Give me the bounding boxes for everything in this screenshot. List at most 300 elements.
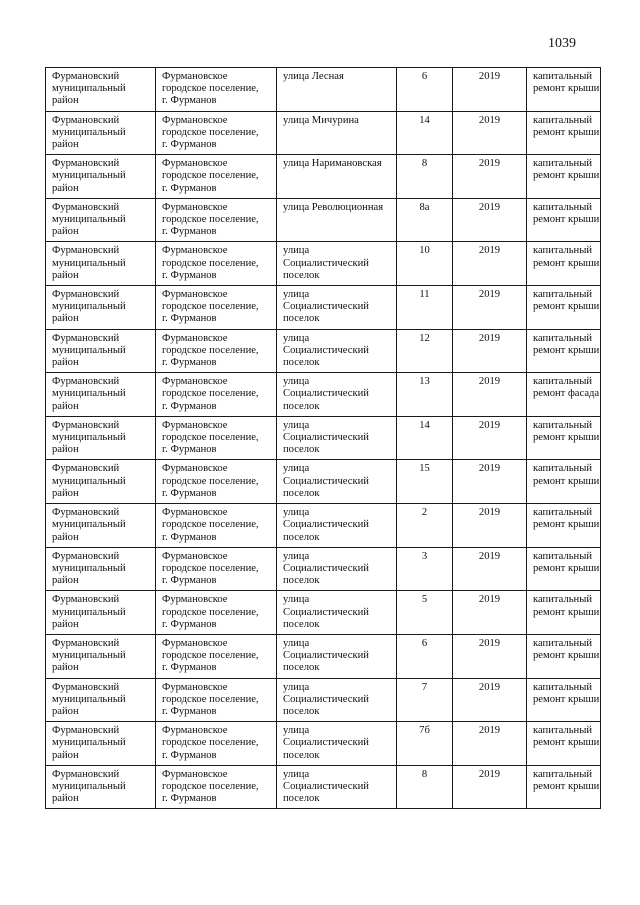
district-cell-line: Фурмановский <box>52 201 120 213</box>
street-cell-line: улица Лесная <box>283 71 344 82</box>
table-row <box>46 722 601 766</box>
district-cell <box>46 373 156 417</box>
settlement-cell-line: г. Фурманов <box>162 313 217 325</box>
street-cell <box>277 504 397 548</box>
work-type-cell <box>527 111 601 155</box>
year-cell: 2019 <box>453 373 527 417</box>
settlement-cell-line: городское поселение, <box>162 83 259 95</box>
settlement-cell-line: городское поселение, <box>162 257 259 269</box>
district-cell-line: район <box>52 269 79 281</box>
district-cell <box>46 591 156 635</box>
district-cell-line: район <box>52 182 79 194</box>
street-cell <box>277 329 397 373</box>
street-cell-line: Социалистический <box>283 388 369 400</box>
street-cell <box>277 678 397 722</box>
street-cell-line: поселок <box>283 269 320 281</box>
settlement-cell <box>156 591 277 635</box>
street-cell-line: улица <box>283 637 310 649</box>
settlement-cell <box>156 198 277 242</box>
street-cell <box>277 416 397 460</box>
settlement-cell-line: городское поселение, <box>162 519 259 531</box>
settlement-cell-line: Фурмановское <box>162 725 228 737</box>
work-type-cell <box>527 722 601 766</box>
district-cell-line: муниципальный <box>52 693 126 705</box>
settlement-cell <box>156 155 277 199</box>
settlement-cell-line: городское поселение, <box>162 214 259 226</box>
year-cell: 2019 <box>453 460 527 504</box>
table-row <box>46 591 601 635</box>
work-type-cell-line: капитальный <box>533 332 593 344</box>
street-cell-line: поселок <box>283 618 320 630</box>
settlement-cell-line: Фурмановское <box>162 376 228 388</box>
settlement-cell-line: г. Фурманов <box>162 139 217 151</box>
settlement-cell <box>156 242 277 286</box>
district-cell-line: муниципальный <box>52 432 126 444</box>
house-number-cell: 2 <box>397 504 453 548</box>
work-type-cell <box>527 460 601 504</box>
settlement-cell-line: Фурмановское <box>162 419 228 431</box>
street-cell-line: улица <box>283 376 310 388</box>
street-cell <box>277 722 397 766</box>
district-cell-line: район <box>52 313 79 325</box>
district-cell-line: район <box>52 95 79 107</box>
work-type-cell-line: ремонт крыши <box>533 126 600 138</box>
work-type-cell-line: капитальный <box>533 637 593 649</box>
work-type-cell <box>527 591 601 635</box>
settlement-cell-line: Фурмановское <box>162 681 228 693</box>
district-cell-line: район <box>52 662 79 674</box>
year-cell: 2019 <box>453 198 527 242</box>
work-type-cell <box>527 198 601 242</box>
street-cell-line: улица Мичурина <box>283 114 359 126</box>
settlement-cell-line: городское поселение, <box>162 301 259 313</box>
table-row <box>46 634 601 678</box>
district-cell-line: район <box>52 749 79 761</box>
street-cell-line: улица Наримановская <box>283 158 382 170</box>
table-row <box>46 242 601 286</box>
district-cell <box>46 155 156 199</box>
district-cell-line: муниципальный <box>52 126 126 138</box>
house-number-cell: 14 <box>397 111 453 155</box>
settlement-cell-line: Фурмановское <box>162 201 228 213</box>
street-cell-line: Социалистический <box>283 432 369 444</box>
year-cell: 2019 <box>453 765 527 809</box>
work-type-cell-line: капитальный <box>533 419 593 431</box>
house-number-cell: 8 <box>397 155 453 199</box>
settlement-cell-line: городское поселение, <box>162 344 259 356</box>
settlement-cell <box>156 329 277 373</box>
street-cell-line: улица <box>283 289 310 301</box>
settlement-cell-line: городское поселение, <box>162 170 259 182</box>
settlement-cell-line: Фурмановское <box>162 594 228 606</box>
street-cell-line: Социалистический <box>283 693 369 705</box>
work-type-cell-line: ремонт крыши <box>533 606 600 618</box>
district-cell <box>46 68 156 112</box>
district-cell <box>46 504 156 548</box>
year-cell: 2019 <box>453 111 527 155</box>
district-cell-line: муниципальный <box>52 388 126 400</box>
street-cell <box>277 634 397 678</box>
house-number-cell: 6 <box>397 68 453 112</box>
district-cell-line: район <box>52 531 79 543</box>
settlement-cell-line: Фурмановское <box>162 550 228 562</box>
street-cell <box>277 765 397 809</box>
work-type-cell <box>527 504 601 548</box>
district-cell-line: район <box>52 793 79 805</box>
district-cell-line: район <box>52 400 79 412</box>
settlement-cell-line: Фурмановское <box>162 245 228 257</box>
settlement-cell <box>156 416 277 460</box>
work-type-cell-line: капитальный <box>533 289 593 301</box>
settlement-cell <box>156 722 277 766</box>
street-cell-line: поселок <box>283 313 320 325</box>
work-type-cell <box>527 242 601 286</box>
work-type-cell-line: ремонт крыши <box>533 257 600 269</box>
district-cell-line: Фурмановский <box>52 768 120 780</box>
settlement-cell-line: Фурмановское <box>162 332 228 344</box>
settlement-cell-line: городское поселение, <box>162 737 259 749</box>
settlement-cell-line: городское поселение, <box>162 606 259 618</box>
settlement-cell-line: Фурмановское <box>162 71 228 82</box>
street-cell-line: улица <box>283 725 310 737</box>
district-cell-line: район <box>52 444 79 456</box>
house-number-cell: 14 <box>397 416 453 460</box>
settlement-cell-line: г. Фурманов <box>162 444 217 456</box>
settlement-cell-line: городское поселение, <box>162 693 259 705</box>
table-row <box>46 155 601 199</box>
year-cell: 2019 <box>453 329 527 373</box>
work-type-cell-line: ремонт крыши <box>533 519 600 531</box>
settlement-cell-line: Фурмановское <box>162 463 228 475</box>
page-number: 1039 <box>548 36 576 51</box>
district-cell-line: район <box>52 575 79 587</box>
work-type-cell-line: ремонт крыши <box>533 737 600 749</box>
street-cell-line: Социалистический <box>283 737 369 749</box>
settlement-cell-line: г. Фурманов <box>162 618 217 630</box>
work-type-cell-line: капитальный <box>533 71 593 82</box>
district-cell-line: район <box>52 618 79 630</box>
settlement-cell-line: г. Фурманов <box>162 487 217 499</box>
district-cell-line: муниципальный <box>52 344 126 356</box>
work-type-cell-line: ремонт крыши <box>533 693 600 705</box>
work-type-cell-line: капитальный <box>533 201 593 213</box>
settlement-cell <box>156 373 277 417</box>
work-type-cell-line: капитальный <box>533 376 593 388</box>
district-cell-line: Фурмановский <box>52 158 120 170</box>
street-cell-line: улица <box>283 419 310 431</box>
work-type-cell <box>527 678 601 722</box>
year-cell: 2019 <box>453 722 527 766</box>
settlement-cell-line: Фурмановское <box>162 158 228 170</box>
street-cell-line: улица <box>283 681 310 693</box>
settlement-cell-line: городское поселение, <box>162 475 259 487</box>
street-cell <box>277 373 397 417</box>
district-cell-line: муниципальный <box>52 737 126 749</box>
street-cell-line: поселок <box>283 705 320 717</box>
work-type-cell-line: ремонт крыши <box>533 562 600 574</box>
street-cell-line: Социалистический <box>283 780 369 792</box>
district-cell-line: Фурмановский <box>52 332 120 344</box>
street-cell-line: улица <box>283 507 310 519</box>
district-cell <box>46 634 156 678</box>
street-cell <box>277 198 397 242</box>
street-cell-line: поселок <box>283 357 320 369</box>
street-cell-line: улица Революционная <box>283 201 384 213</box>
district-cell-line: Фурмановский <box>52 463 120 475</box>
year-cell: 2019 <box>453 547 527 591</box>
street-cell-line: поселок <box>283 662 320 674</box>
settlement-cell-line: г. Фурманов <box>162 575 217 587</box>
district-cell <box>46 111 156 155</box>
house-number-cell: 3 <box>397 547 453 591</box>
district-cell-line: Фурмановский <box>52 507 120 519</box>
street-cell-line: улица <box>283 463 310 475</box>
district-cell-line: муниципальный <box>52 780 126 792</box>
year-cell: 2019 <box>453 678 527 722</box>
district-cell-line: муниципальный <box>52 214 126 226</box>
work-type-cell-line: капитальный <box>533 681 593 693</box>
table-row <box>46 68 601 112</box>
street-cell-line: улица <box>283 594 310 606</box>
house-number-cell: 6 <box>397 634 453 678</box>
work-type-cell <box>527 634 601 678</box>
settlement-cell-line: г. Фурманов <box>162 95 217 107</box>
work-type-cell-line: ремонт крыши <box>533 432 600 444</box>
house-number-cell: 13 <box>397 373 453 417</box>
district-cell-line: муниципальный <box>52 475 126 487</box>
district-cell-line: муниципальный <box>52 301 126 313</box>
settlement-cell-line: Фурмановское <box>162 768 228 780</box>
street-cell-line: Социалистический <box>283 475 369 487</box>
district-cell <box>46 242 156 286</box>
work-type-cell-line: ремонт крыши <box>533 83 600 95</box>
settlement-cell <box>156 111 277 155</box>
house-number-cell: 15 <box>397 460 453 504</box>
street-cell <box>277 286 397 330</box>
register-table <box>45 67 601 809</box>
district-cell-line: Фурмановский <box>52 594 120 606</box>
settlement-cell <box>156 504 277 548</box>
district-cell-line: район <box>52 357 79 369</box>
street-cell-line: Социалистический <box>283 519 369 531</box>
work-type-cell-line: ремонт крыши <box>533 214 600 226</box>
district-cell-line: муниципальный <box>52 606 126 618</box>
work-type-cell-line: ремонт крыши <box>533 780 600 792</box>
work-type-cell <box>527 329 601 373</box>
work-type-cell-line: ремонт фасада <box>533 388 600 400</box>
year-cell: 2019 <box>453 286 527 330</box>
district-cell-line: район <box>52 705 79 717</box>
district-cell <box>46 547 156 591</box>
settlement-cell <box>156 678 277 722</box>
district-cell-line: район <box>52 139 79 151</box>
work-type-cell <box>527 416 601 460</box>
street-cell-line: поселок <box>283 793 320 805</box>
district-cell <box>46 416 156 460</box>
house-number-cell: 7 <box>397 678 453 722</box>
work-type-cell <box>527 68 601 112</box>
work-type-cell <box>527 547 601 591</box>
street-cell-line: улица <box>283 332 310 344</box>
work-type-cell <box>527 286 601 330</box>
district-cell <box>46 765 156 809</box>
work-type-cell-line: капитальный <box>533 463 593 475</box>
work-type-cell <box>527 155 601 199</box>
work-type-cell <box>527 373 601 417</box>
settlement-cell-line: г. Фурманов <box>162 269 217 281</box>
year-cell: 2019 <box>453 242 527 286</box>
settlement-cell-line: г. Фурманов <box>162 662 217 674</box>
district-cell <box>46 678 156 722</box>
work-type-cell-line: капитальный <box>533 245 593 257</box>
street-cell-line: Социалистический <box>283 562 369 574</box>
district-cell-line: Фурмановский <box>52 71 120 82</box>
district-cell-line: Фурмановский <box>52 419 120 431</box>
house-number-cell: 8а <box>397 198 453 242</box>
table-row <box>46 460 601 504</box>
district-cell <box>46 286 156 330</box>
district-cell-line: Фурмановский <box>52 637 120 649</box>
year-cell: 2019 <box>453 155 527 199</box>
house-number-cell: 5 <box>397 591 453 635</box>
street-cell-line: поселок <box>283 531 320 543</box>
district-cell-line: муниципальный <box>52 257 126 269</box>
work-type-cell-line: капитальный <box>533 550 593 562</box>
district-cell-line: район <box>52 226 79 238</box>
district-cell <box>46 198 156 242</box>
district-cell-line: Фурмановский <box>52 376 120 388</box>
street-cell-line: Социалистический <box>283 650 369 662</box>
district-cell <box>46 329 156 373</box>
house-number-cell: 12 <box>397 329 453 373</box>
street-cell <box>277 111 397 155</box>
settlement-cell-line: Фурмановское <box>162 637 228 649</box>
street-cell-line: поселок <box>283 487 320 499</box>
work-type-cell <box>527 765 601 809</box>
street-cell <box>277 591 397 635</box>
settlement-cell-line: городское поселение, <box>162 388 259 400</box>
settlement-cell-line: Фурмановское <box>162 289 228 301</box>
street-cell-line: Социалистический <box>283 257 369 269</box>
settlement-cell <box>156 765 277 809</box>
settlement-cell <box>156 460 277 504</box>
settlement-cell-line: Фурмановское <box>162 114 228 126</box>
settlement-cell <box>156 547 277 591</box>
year-cell: 2019 <box>453 68 527 112</box>
settlement-cell-line: г. Фурманов <box>162 357 217 369</box>
settlement-cell-line: городское поселение, <box>162 650 259 662</box>
work-type-cell-line: ремонт крыши <box>533 475 600 487</box>
table-row <box>46 504 601 548</box>
settlement-cell <box>156 68 277 112</box>
district-cell-line: Фурмановский <box>52 114 120 126</box>
table-row <box>46 286 601 330</box>
year-cell: 2019 <box>453 416 527 460</box>
work-type-cell-line: капитальный <box>533 158 593 170</box>
settlement-cell-line: городское поселение, <box>162 562 259 574</box>
work-type-cell-line: ремонт крыши <box>533 650 600 662</box>
settlement-cell-line: г. Фурманов <box>162 531 217 543</box>
district-cell <box>46 460 156 504</box>
settlement-cell-line: г. Фурманов <box>162 705 217 717</box>
street-cell <box>277 68 397 112</box>
district-cell-line: муниципальный <box>52 519 126 531</box>
street-cell <box>277 155 397 199</box>
street-cell-line: поселок <box>283 575 320 587</box>
table-row <box>46 416 601 460</box>
table-row <box>46 373 601 417</box>
year-cell: 2019 <box>453 504 527 548</box>
street-cell <box>277 242 397 286</box>
street-cell <box>277 460 397 504</box>
house-number-cell: 8 <box>397 765 453 809</box>
settlement-cell-line: г. Фурманов <box>162 182 217 194</box>
district-cell-line: муниципальный <box>52 562 126 574</box>
street-cell-line: поселок <box>283 749 320 761</box>
district-cell-line: Фурмановский <box>52 725 120 737</box>
district-cell-line: Фурмановский <box>52 681 120 693</box>
house-number-cell: 10 <box>397 242 453 286</box>
year-cell: 2019 <box>453 591 527 635</box>
district-cell-line: муниципальный <box>52 650 126 662</box>
district-cell-line: муниципальный <box>52 170 126 182</box>
settlement-cell <box>156 286 277 330</box>
settlement-cell-line: г. Фурманов <box>162 226 217 238</box>
table-row <box>46 198 601 242</box>
street-cell-line: улица <box>283 768 310 780</box>
register-table-body <box>46 68 601 809</box>
table-row <box>46 547 601 591</box>
work-type-cell-line: ремонт крыши <box>533 344 600 356</box>
district-cell-line: Фурмановский <box>52 245 120 257</box>
work-type-cell-line: капитальный <box>533 507 593 519</box>
work-type-cell-line: ремонт крыши <box>533 301 600 313</box>
work-type-cell-line: ремонт крыши <box>533 170 600 182</box>
house-number-cell: 7б <box>397 722 453 766</box>
street-cell-line: Социалистический <box>283 606 369 618</box>
table-row <box>46 329 601 373</box>
settlement-cell-line: Фурмановское <box>162 507 228 519</box>
settlement-cell-line: г. Фурманов <box>162 400 217 412</box>
street-cell-line: Социалистический <box>283 344 369 356</box>
street-cell <box>277 547 397 591</box>
house-number-cell: 11 <box>397 286 453 330</box>
street-cell-line: улица <box>283 245 310 257</box>
work-type-cell-line: капитальный <box>533 768 593 780</box>
district-cell-line: Фурмановский <box>52 289 120 301</box>
settlement-cell-line: городское поселение, <box>162 780 259 792</box>
table-row <box>46 765 601 809</box>
work-type-cell-line: капитальный <box>533 725 593 737</box>
work-type-cell-line: капитальный <box>533 114 593 126</box>
street-cell-line: улица <box>283 550 310 562</box>
settlement-cell-line: г. Фурманов <box>162 749 217 761</box>
work-type-cell-line: капитальный <box>533 594 593 606</box>
table-row <box>46 111 601 155</box>
district-cell-line: муниципальный <box>52 83 126 95</box>
street-cell-line: поселок <box>283 444 320 456</box>
settlement-cell <box>156 634 277 678</box>
table-row <box>46 678 601 722</box>
district-cell-line: Фурмановский <box>52 550 120 562</box>
settlement-cell-line: городское поселение, <box>162 432 259 444</box>
district-cell <box>46 722 156 766</box>
year-cell: 2019 <box>453 634 527 678</box>
district-cell-line: район <box>52 487 79 499</box>
street-cell-line: Социалистический <box>283 301 369 313</box>
settlement-cell-line: городское поселение, <box>162 126 259 138</box>
settlement-cell-line: г. Фурманов <box>162 793 217 805</box>
